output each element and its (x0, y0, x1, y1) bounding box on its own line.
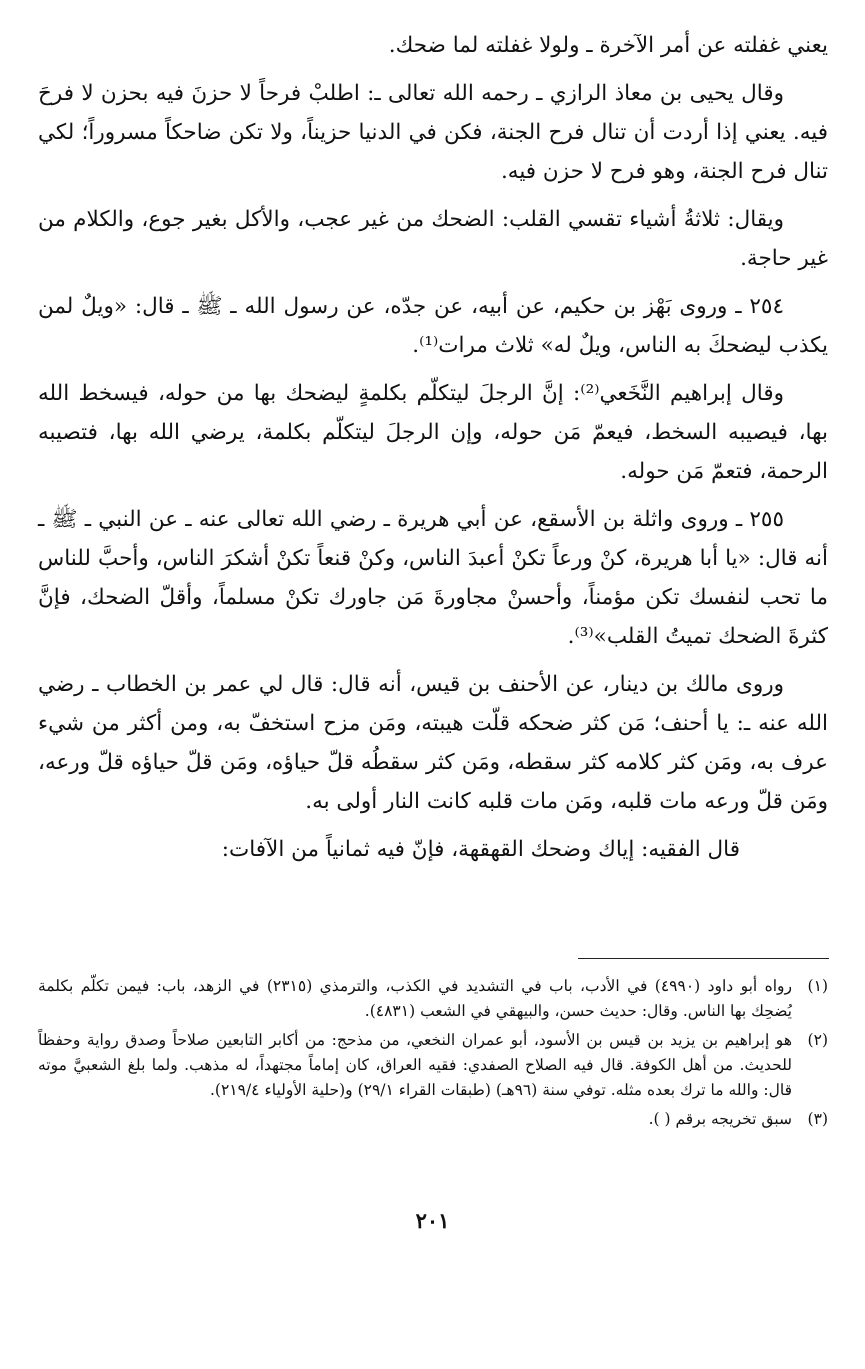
paragraph: يعني غفلته عن أمر الآخرة ـ ولولا غفلته لما ضحك. (388, 33, 828, 58)
paragraph: ٢٥٤ ـ وروى بَهْز بن حكيم، عن أبيه، عن جدّه، عن رسول الله ـ ﷺ ـ قال: «ويلٌ لمن يكذب ليضحكَ به الناس، ويلٌ له» ثلاث مرات⁽¹⁾. (38, 294, 828, 358)
paragraph: وقال إبراهيم النَّخَعي⁽²⁾: إنَّ الرجلَ ليتكلّم بكلمةٍ ليضحك بها من حوله، فيسخط الله بها، فيصيبه السخط، فيعمّ مَن حوله، وإن الرجلَ ليتكلّم بكلمة، يرضي الله بها، فتصيبه الرحمة، فتعمّ مَن حوله. (38, 381, 828, 484)
paragraph: ويقال: ثلاثةُ أشياء تقسي القلب: الضحك من غير عجب، والأكل بغير جوع، والكلام من غير حاجة. (38, 207, 828, 271)
footnote-text: هو إبراهيم بن يزيد بن قيس بن الأسود، أبو عمران النخعي، من مذحج: من أكابر التابعين صلاحاً وصدق رواية وحفظاً للحديث. من أهل الكوفة. قال فيه الصلاح الصفدي: فقيه العراق، كان إماماً مجتهداً، له مذهب. ولما بلغ الشعبيَّ موته قال: والله ما ترك بعده مثله. توفي سنة (٩٦هـ) (طبقات القراء ٢٩/١) و(حلية الأولياء ٢١٩/٤). (38, 1031, 792, 1099)
footnote-number: (١) (807, 977, 828, 995)
footnote-number: (٣) (807, 1110, 828, 1128)
paragraph: وقال يحيى بن معاذ الرازي ـ رحمه الله تعالى ـ: اطلبْ فرحاً لا حزنَ فيه بحزن لا فرحَ فيه. يعني إذا أردت أن تنال فرح الجنة، فكن في الدنيا حزيناً، ولا تكن ضاحكاً مسروراً؛ لكي تنال فرح الجنة، وهو فرح لا حزن فيه. (38, 81, 828, 184)
footnotes (38, 974, 828, 1136)
paragraph: ٢٥٥ ـ وروى واثلة بن الأسقع، عن أبي هريرة ـ رضي الله تعالى عنه ـ عن النبي ـ ﷺ ـ أنه قال: «يا أبا هريرة، كنْ ورعاً تكنْ أعبدَ الناس، وكنْ قنعاً تكنْ أشكرَ الناس، وأحبَّ للناس ما تحب لنفسك تكن مؤمناً، وأحسنْ مجاورةَ مَن جاورك تكنْ مسلماً، وأقلّ الضحك، فإنَّ كثرةَ الضحك تميتُ القلب»⁽³⁾. (38, 507, 828, 649)
footnote (38, 1028, 828, 1103)
paragraph: قال الفقيه: إياك وضحك القهقهة، فإنّ فيه ثمانياً من الآفات: (221, 837, 740, 862)
footnote-text: سبق تخريجه برقم ( ). (648, 1110, 792, 1128)
page-number: ٢٠١ (415, 1208, 450, 1233)
paragraph: وروى مالك بن دينار، عن الأحنف بن قيس، أنه قال: قال لي عمر بن الخطاب ـ رضي الله عنه ـ: يا أحنف؛ مَن كثر ضحكه قلّت هيبته، ومَن مزح استخفّ به، ومن أكثر من شيء عرف به، ومَن كثر كلامه كثر سقطه، ومَن كثر سقطُه قلّ حياؤه، ومَن قلّ حياؤه قلّ ورعه، ومَن قلّ ورعه مات قلبه، ومَن مات قلبه كانت النار أولى به. (38, 672, 828, 814)
footnote (38, 974, 828, 1024)
footnote-text: رواه أبو داود (٤٩٩٠) في الأدب، باب في التشديد في الكذب، والترمذي (٢٣١٥) في الزهد، باب: فيمن تكلّم بكلمة يُضحِك بها الناس. وقال: حديث حسن، والبيهقي في الشعب (٤٨٣١). (38, 977, 792, 1020)
footnote (38, 1107, 828, 1132)
footnote-number: (٢) (807, 1031, 828, 1049)
footnote-divider (578, 958, 829, 959)
main-text (38, 26, 828, 878)
